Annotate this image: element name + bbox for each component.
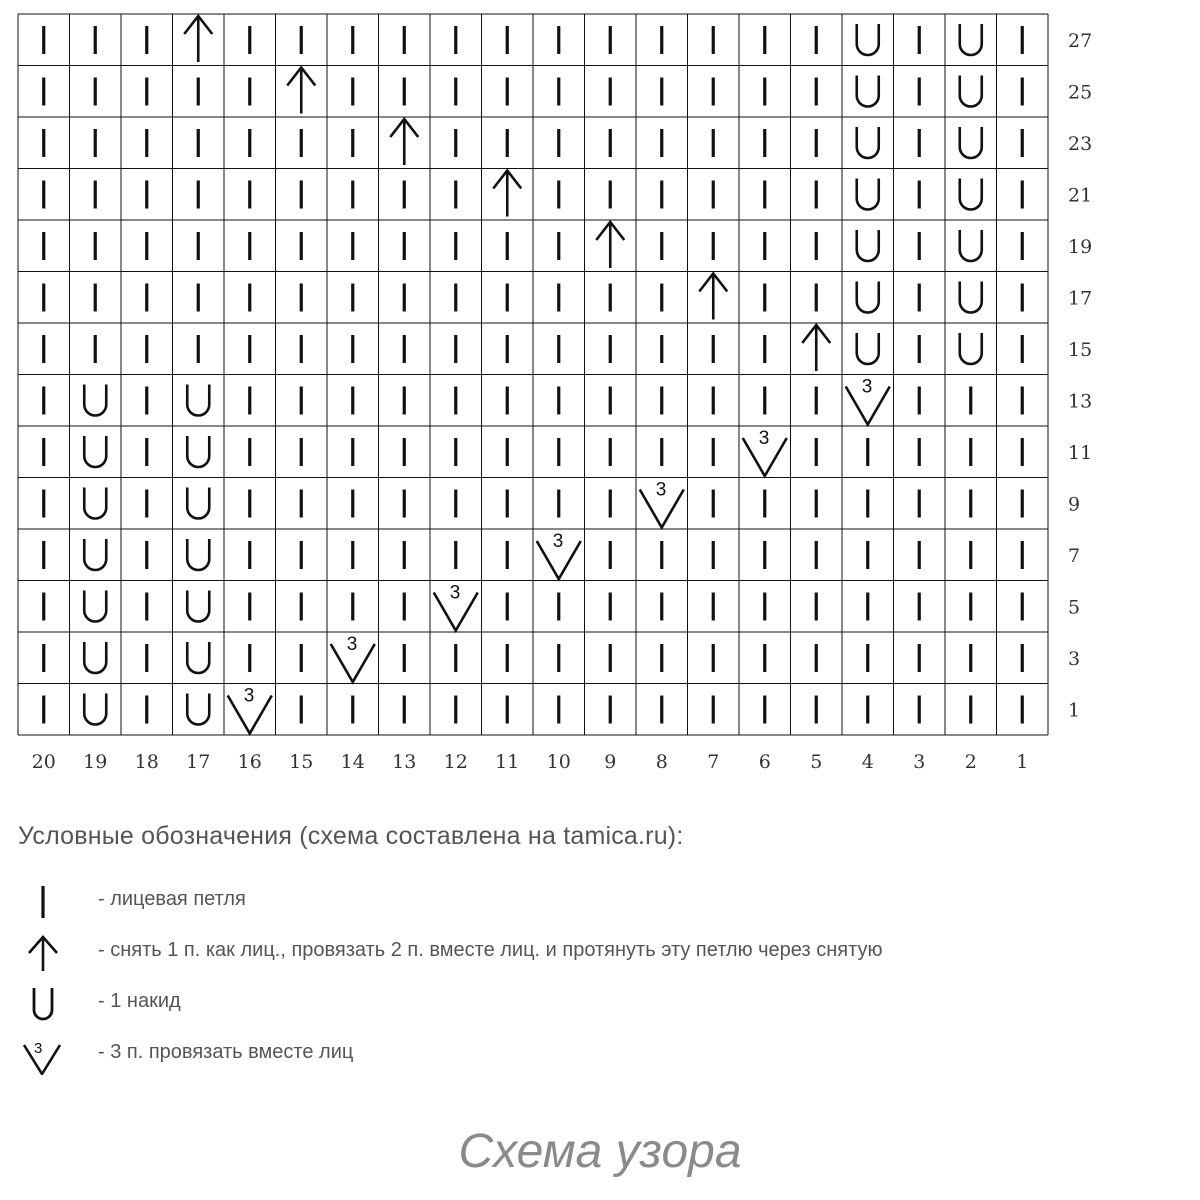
column-label: 17 [186, 751, 211, 773]
row-label: 17 [1068, 287, 1093, 310]
cell-arrow [596, 222, 624, 268]
row-label: 27 [1068, 29, 1093, 52]
yarn-over-icon [960, 24, 982, 55]
cell-yarn-over [857, 282, 879, 313]
column-label: 5 [810, 751, 823, 773]
yarn-over-icon [857, 76, 879, 107]
yarn-over-icon [857, 282, 879, 313]
row-label: 21 [1068, 184, 1093, 207]
cell-yarn-over [187, 694, 209, 725]
cell-yarn-over [857, 127, 879, 158]
column-label: 14 [340, 751, 365, 773]
column-label: 20 [31, 751, 56, 773]
legend-label-yarn-over: - 1 накид [98, 990, 181, 1012]
k3tog-number: 3 [552, 531, 564, 552]
cell-yarn-over [960, 230, 982, 261]
cell-arrow [184, 16, 212, 62]
yarn-over-icon [960, 127, 982, 158]
legend-label-knit: - лицевая петля [98, 888, 246, 910]
yarn-over-icon [960, 179, 982, 210]
row-label: 11 [1068, 441, 1093, 464]
cell-yarn-over [187, 385, 209, 416]
yarn-over-icon [857, 333, 879, 364]
legend-label-decrease: - снять 1 п. как лиц., провязать 2 п. вместе лиц. и протянуть эту петлю через снятую [98, 939, 883, 961]
cell-k3tog [846, 377, 890, 425]
row-label: 13 [1068, 390, 1093, 413]
yarn-over-icon [960, 282, 982, 313]
row-label: 3 [1068, 647, 1081, 670]
cell-k3tog [331, 634, 375, 682]
yarn-over-icon [84, 694, 106, 725]
cell-yarn-over [84, 694, 106, 725]
column-label: 7 [707, 751, 720, 773]
k3tog-icon [18, 1033, 68, 1075]
cell-k3tog [640, 480, 684, 528]
cell-yarn-over [857, 179, 879, 210]
yarn-over-icon [187, 694, 209, 725]
yarn-over-icon [857, 230, 879, 261]
cell-yarn-over [857, 333, 879, 364]
column-label: 13 [392, 751, 417, 773]
yarn-over-icon [18, 982, 68, 1024]
cell-arrow [493, 171, 521, 217]
chart-caption: Схема узора [458, 1125, 742, 1178]
legend-item-k3tog [18, 1033, 1188, 1075]
column-label: 3 [913, 751, 926, 773]
yarn-over-icon [187, 436, 209, 467]
cell-yarn-over [187, 642, 209, 673]
legend-item-yarn-over [18, 982, 1188, 1024]
column-label: 1 [1016, 751, 1029, 773]
row-label: 25 [1068, 81, 1093, 104]
row-label: 23 [1068, 132, 1093, 155]
cell-k3tog [537, 531, 581, 579]
yarn-over-icon [187, 539, 209, 570]
row-label: 5 [1068, 596, 1081, 619]
column-label: 15 [289, 751, 314, 773]
row-label: 19 [1068, 235, 1093, 258]
row-label: 9 [1068, 493, 1081, 516]
cell-yarn-over [84, 591, 106, 622]
row-label: 15 [1068, 338, 1093, 361]
k3tog-number: 3 [449, 582, 461, 604]
yarn-over-icon [857, 179, 879, 210]
svg-text:3: 3 [34, 1040, 43, 1057]
yarn-over-icon [84, 385, 106, 416]
k3tog-number: 3 [758, 428, 770, 449]
k3tog-number: 3 [861, 376, 873, 398]
cell-yarn-over [84, 436, 106, 467]
yarn-over-icon [857, 24, 879, 55]
cell-k3tog [434, 583, 478, 631]
yarn-over-icon [187, 385, 209, 416]
cell-yarn-over [960, 76, 982, 107]
column-label: 16 [237, 751, 262, 773]
yarn-over-icon [84, 488, 106, 519]
yarn-over-icon [960, 333, 982, 364]
yarn-over-icon [857, 127, 879, 158]
knit-stitch-icon [18, 880, 68, 922]
cell-yarn-over [857, 230, 879, 261]
column-label: 11 [495, 751, 520, 773]
yarn-over-icon [187, 488, 209, 519]
cell-yarn-over [187, 436, 209, 467]
cell-yarn-over [84, 385, 106, 416]
yarn-over-icon [187, 591, 209, 622]
column-label: 19 [83, 751, 108, 773]
column-label: 2 [964, 751, 977, 773]
cell-yarn-over [960, 179, 982, 210]
cell-yarn-over [187, 488, 209, 519]
cell-arrow [287, 68, 315, 114]
column-label: 18 [134, 751, 159, 773]
cell-k3tog [228, 686, 272, 734]
chart-grid [18, 14, 1048, 735]
column-label: 9 [604, 751, 617, 773]
yarn-over-icon [84, 591, 106, 622]
k3tog-number: 3 [346, 634, 358, 655]
cell-yarn-over [960, 333, 982, 364]
yarn-over-icon [960, 76, 982, 107]
cell-arrow [699, 274, 727, 320]
column-label: 4 [861, 751, 874, 773]
cell-yarn-over [84, 539, 106, 570]
cell-yarn-over [960, 127, 982, 158]
column-label: 8 [655, 751, 668, 773]
row-label: 7 [1068, 544, 1081, 567]
cell-yarn-over [84, 488, 106, 519]
cell-yarn-over [84, 642, 106, 673]
cell-k3tog [743, 428, 787, 476]
column-label: 10 [546, 751, 571, 773]
column-label: 6 [758, 751, 771, 773]
k3tog-number: 3 [655, 479, 667, 501]
yarn-over-icon [84, 642, 106, 673]
yarn-over-icon [84, 539, 106, 570]
decrease-arrow-icon [18, 931, 68, 973]
cell-yarn-over [857, 24, 879, 55]
cell-yarn-over [960, 24, 982, 55]
yarn-over-icon [84, 436, 106, 467]
cell-arrow [802, 325, 830, 371]
yarn-over-icon [960, 230, 982, 261]
column-label: 12 [443, 751, 468, 773]
cell-yarn-over [857, 76, 879, 107]
cell-arrow [390, 119, 418, 165]
cell-yarn-over [187, 591, 209, 622]
k3tog-number: 3 [243, 685, 255, 707]
legend-item-knit [18, 880, 1188, 922]
legend-label-k3tog: - 3 п. провязать вместе лиц [98, 1041, 354, 1063]
legend-title: Условные обозначения (схема составлена на tamica.ru): [18, 822, 684, 850]
cell-yarn-over [960, 282, 982, 313]
cell-yarn-over [187, 539, 209, 570]
legend-item-decrease [18, 931, 1188, 973]
yarn-over-icon [187, 642, 209, 673]
row-label: 1 [1068, 699, 1081, 722]
